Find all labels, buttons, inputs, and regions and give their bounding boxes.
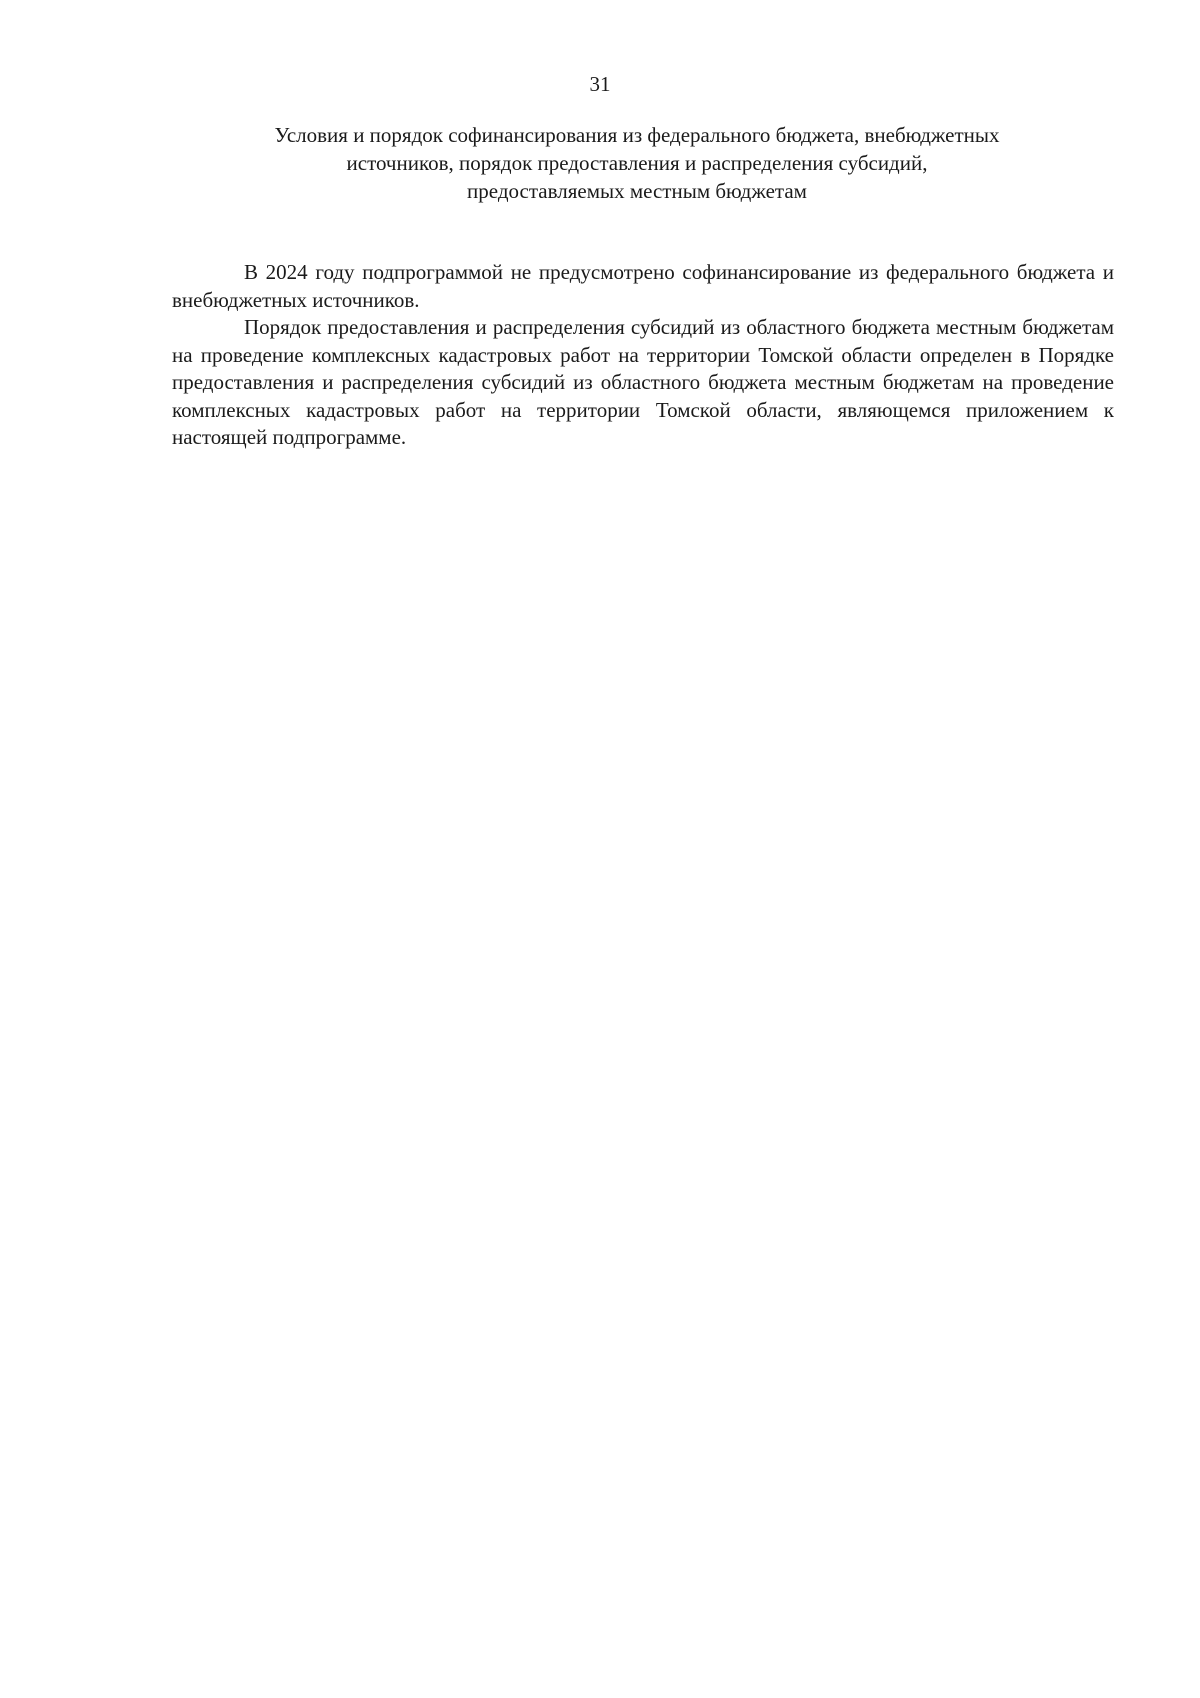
body-text	[172, 259, 1114, 452]
heading-line-2: источников, порядок предоставления и распределения субсидий,	[346, 151, 928, 175]
paragraph-cofinancing: В 2024 году подпрограммой не предусмотрено софинансирование из федерального бюджета и внебюджетных источников.	[172, 260, 1114, 312]
heading-line-1: Условия и порядок софинансирования из федерального бюджета, внебюджетных	[274, 123, 1000, 147]
heading-line-3: предоставляемых местным бюджетам	[467, 179, 807, 203]
section-heading	[172, 121, 1102, 205]
paragraph-subsidy-procedure: Порядок предоставления и распределения субсидий из областного бюджета местным бюджетам на проведение комплексных кадастровых работ на территории Томской области определен в Порядке предоставления и распределения субсидий из областного бюджета местным бюджетам на проведение комплексных кадастровых работ на территории Томской области, являющемся приложением к настоящей подпрограмме.	[172, 315, 1114, 449]
page-number: 31	[589, 72, 611, 96]
